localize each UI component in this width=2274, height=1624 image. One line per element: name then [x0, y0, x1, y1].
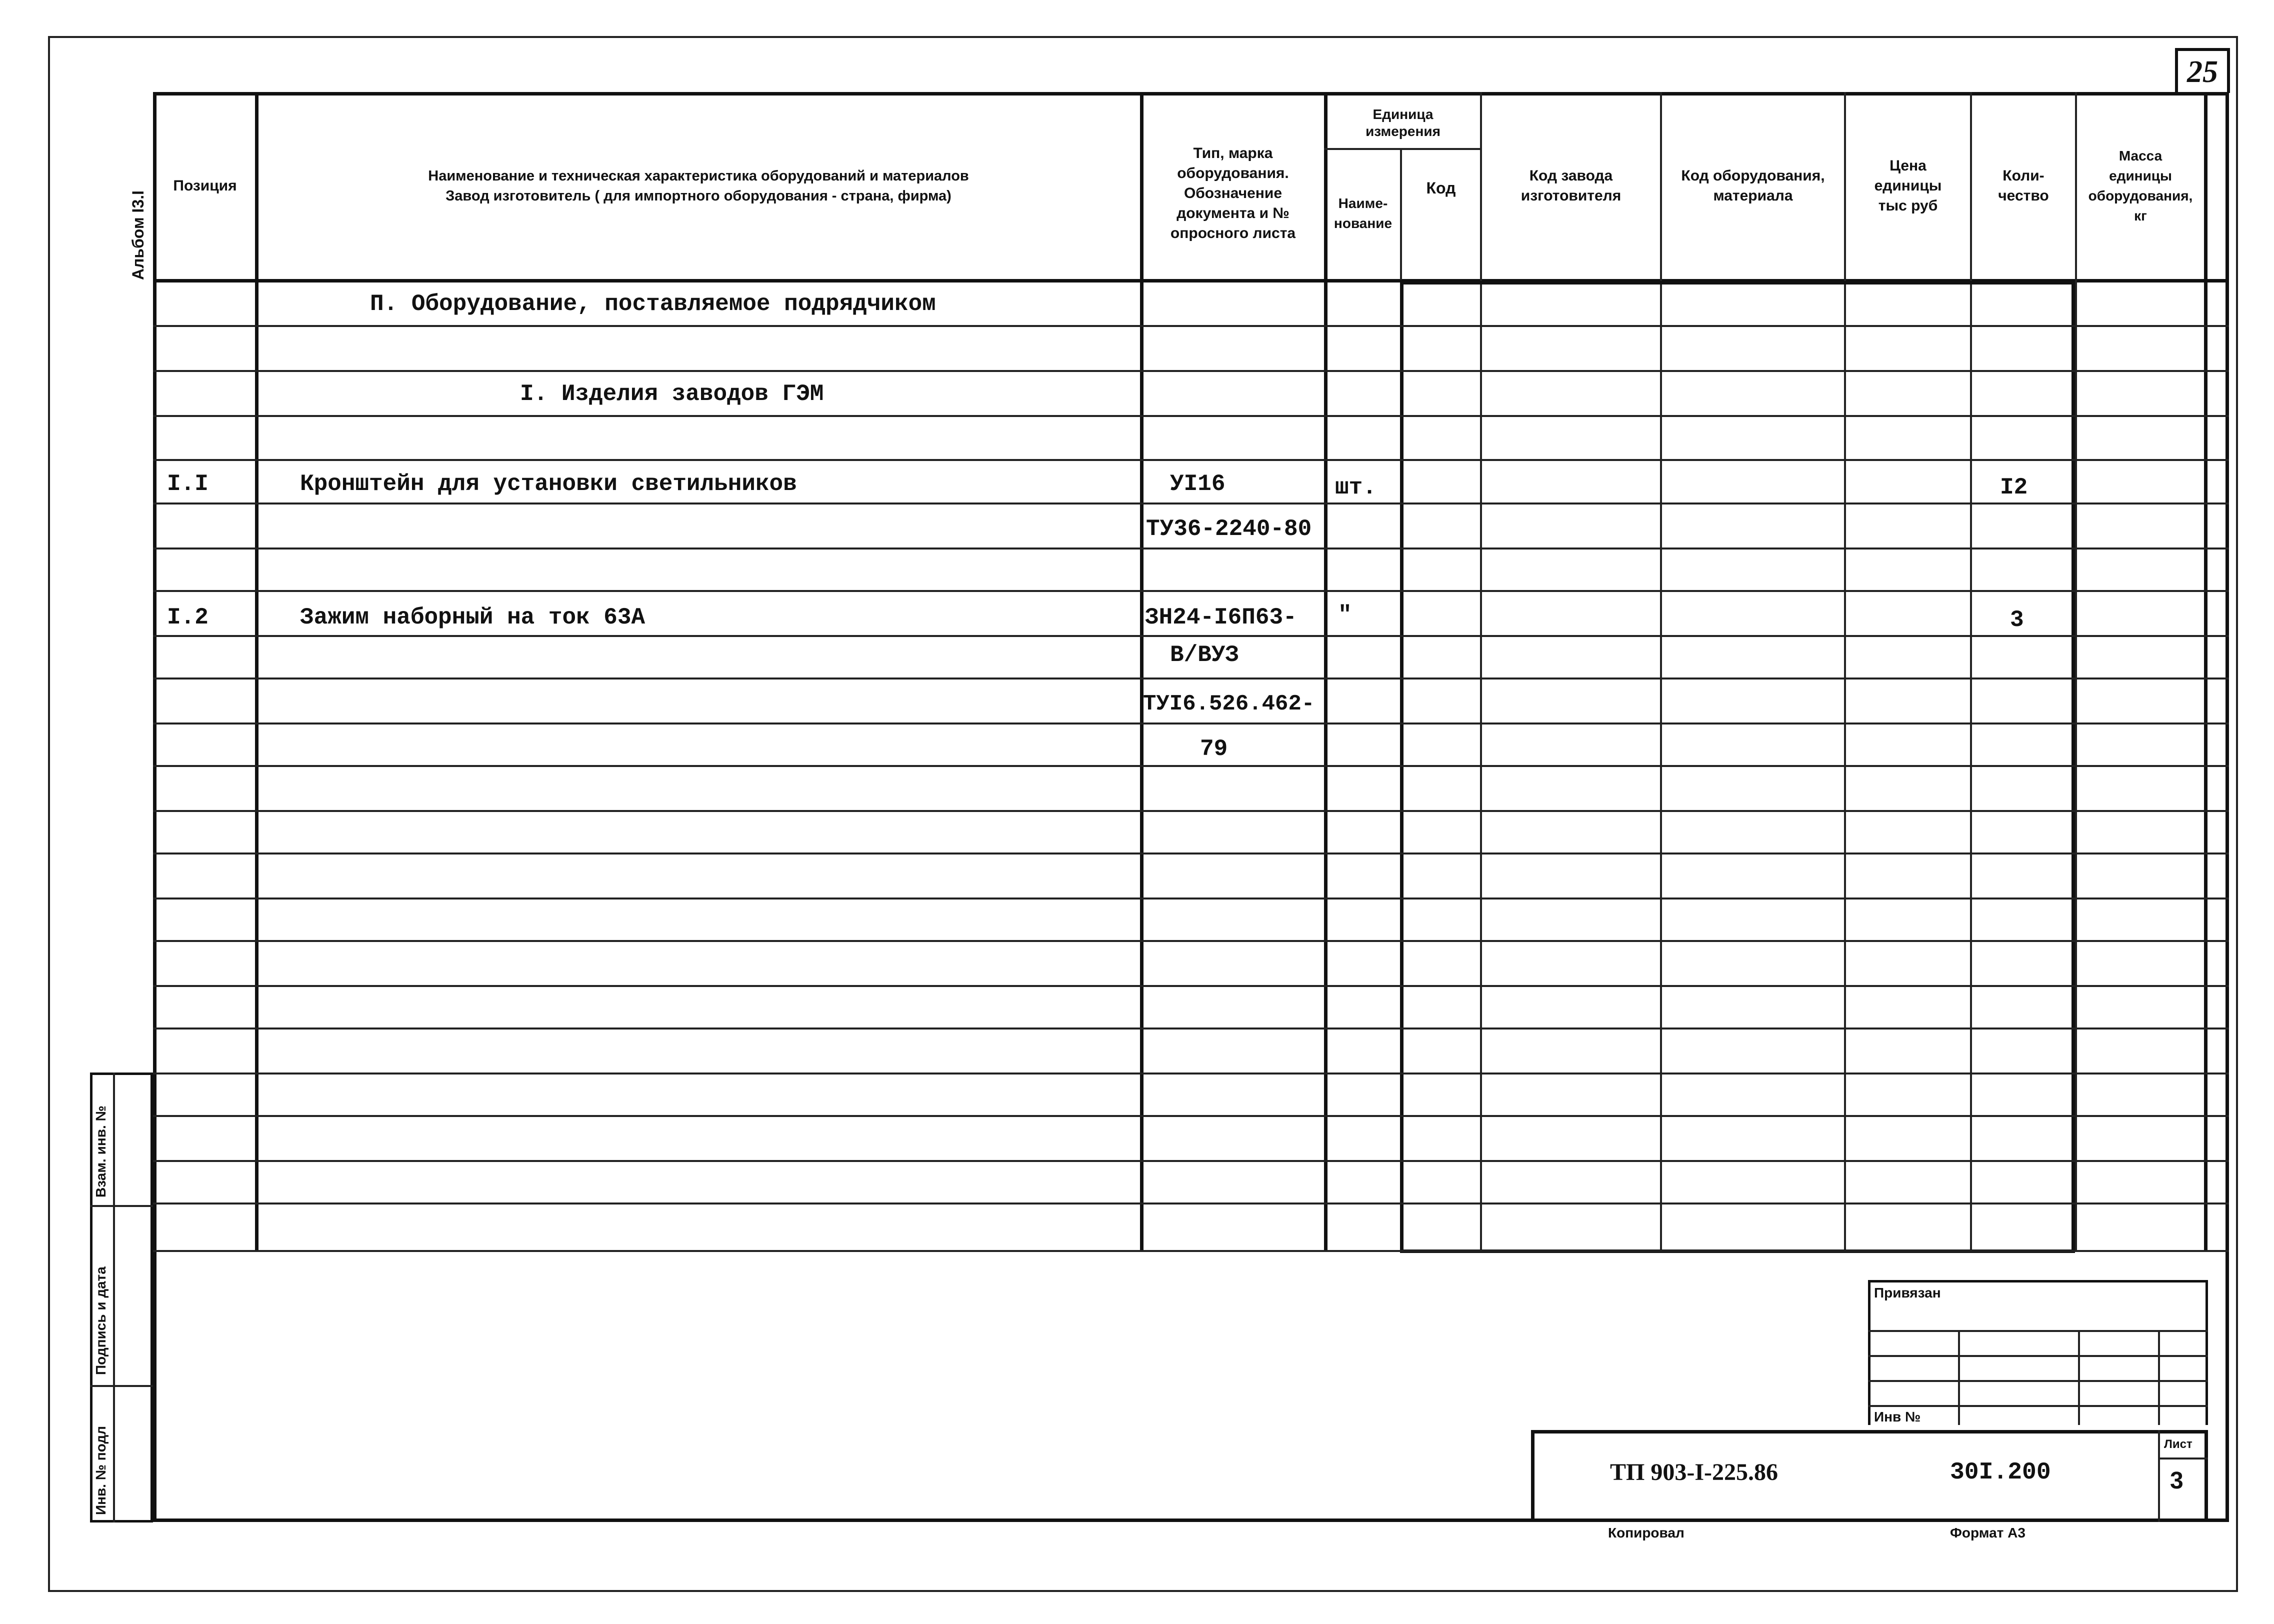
- row-line: [153, 985, 2229, 987]
- album-label: Альбом I3.I: [129, 190, 147, 280]
- sheet-label: Лист: [2164, 1438, 2192, 1451]
- item2-unit: ": [1338, 602, 1352, 628]
- row-line: [153, 1202, 2229, 1204]
- header-quantity: Коли- чество: [1998, 168, 2049, 204]
- row-line: [153, 459, 2229, 461]
- binding-row: [1868, 1330, 2208, 1332]
- header-factory-code: Код завода изготовителя: [1520, 168, 1622, 204]
- side-sign-date: Подпись и дата: [93, 1266, 108, 1375]
- row-line: [153, 325, 2229, 327]
- doc-code: ТП 903-I-225.86: [1610, 1459, 1778, 1486]
- row-line: [153, 635, 2229, 637]
- header-unit-name: Наиме- нование: [1334, 196, 1392, 231]
- section-title: П. Оборудование, поставляемое подрядчиком: [370, 291, 936, 317]
- item1-type: УI16: [1170, 471, 1226, 497]
- binding-row: [1868, 1380, 2208, 1382]
- item2-name: Зажим наборный на ток 63А: [300, 604, 646, 630]
- binding-row: [1868, 1355, 2208, 1357]
- item1-quantity: I2: [2000, 474, 2028, 500]
- item1-name: Кронштейн для установки светильников: [300, 471, 797, 497]
- row-line: [153, 1160, 2229, 1162]
- col-divider: [2204, 92, 2208, 1252]
- header-equipment-code: Код оборудования, материала: [1681, 168, 1825, 204]
- row-line: [153, 940, 2229, 942]
- binding-row: [1868, 1405, 2208, 1407]
- title-block-divider: [2158, 1458, 2208, 1460]
- row-line: [153, 502, 2229, 504]
- header-unit-code: Код: [1426, 179, 1456, 197]
- row-line: [153, 415, 2229, 417]
- header-unit-group: Единица измерения: [1366, 106, 1440, 139]
- side-stamp-row: [90, 1205, 153, 1207]
- format-label: Формат А3: [1950, 1525, 2026, 1540]
- header-mass: Масса единицы оборудования, кг: [2088, 148, 2193, 224]
- header-type: Тип, марка оборудования. Обозначение документа и № опросного листа: [1170, 145, 1296, 242]
- item2-position: I.2: [167, 604, 208, 630]
- row-line: [153, 898, 2229, 900]
- row-line: [153, 810, 2229, 812]
- title-block-divider: [2158, 1430, 2160, 1522]
- row-line: [153, 1072, 2229, 1074]
- row-line: [153, 852, 2229, 854]
- side-stamp-divider: [113, 1072, 115, 1522]
- row-line: [153, 1028, 2229, 1030]
- item2-spec: ТУI6.526.462-: [1143, 692, 1315, 716]
- inv-label: Инв №: [1874, 1409, 1921, 1424]
- row-line: [153, 1250, 2229, 1252]
- header-name: Наименование и техническая характеристика оборудований и материалов Завод изготовитель ( для импортного оборудования - страна, фирма): [428, 168, 969, 204]
- item2-type-cont: В/ВУЗ: [1170, 642, 1240, 668]
- side-inv-orig: Инв. № подл: [93, 1426, 108, 1515]
- copied-label: Копировал: [1608, 1525, 1684, 1540]
- binding-col: [1958, 1330, 1960, 1425]
- item1-spec: ТУ36-2240-80: [1146, 516, 1312, 542]
- sheet-value: 3: [2170, 1468, 2184, 1494]
- item1-position: I.I: [167, 471, 208, 497]
- binding-col: [2158, 1330, 2160, 1425]
- row-line: [153, 590, 2229, 592]
- item2-spec-cont: 79: [1200, 736, 1228, 762]
- side-stamp-row: [90, 1385, 153, 1387]
- header-position: Позиция: [173, 178, 237, 194]
- row-line: [153, 678, 2229, 680]
- binding-col: [2078, 1330, 2080, 1425]
- bold-data-block: [1400, 281, 2075, 1253]
- bound-label: Привязан: [1874, 1285, 1941, 1300]
- header-price: Цена единицы тыс руб: [1874, 158, 1942, 214]
- row-line: [153, 765, 2229, 767]
- item2-type: ЗН24-I6П63-: [1145, 604, 1297, 630]
- row-line: [153, 1115, 2229, 1117]
- side-replace-inv: Взам. инв. №: [93, 1106, 108, 1198]
- subsection-title: I. Изделия заводов ГЭМ: [520, 381, 824, 407]
- item1-unit: шт.: [1335, 474, 1376, 500]
- item2-quantity: 3: [2010, 607, 2024, 633]
- doc-number: 30I.200: [1950, 1459, 2051, 1486]
- row-line: [153, 722, 2229, 724]
- binding-block: [1868, 1280, 2208, 1425]
- row-line: [153, 548, 2229, 550]
- row-line: [153, 370, 2229, 372]
- corner-sheet-number: 25: [2175, 48, 2230, 93]
